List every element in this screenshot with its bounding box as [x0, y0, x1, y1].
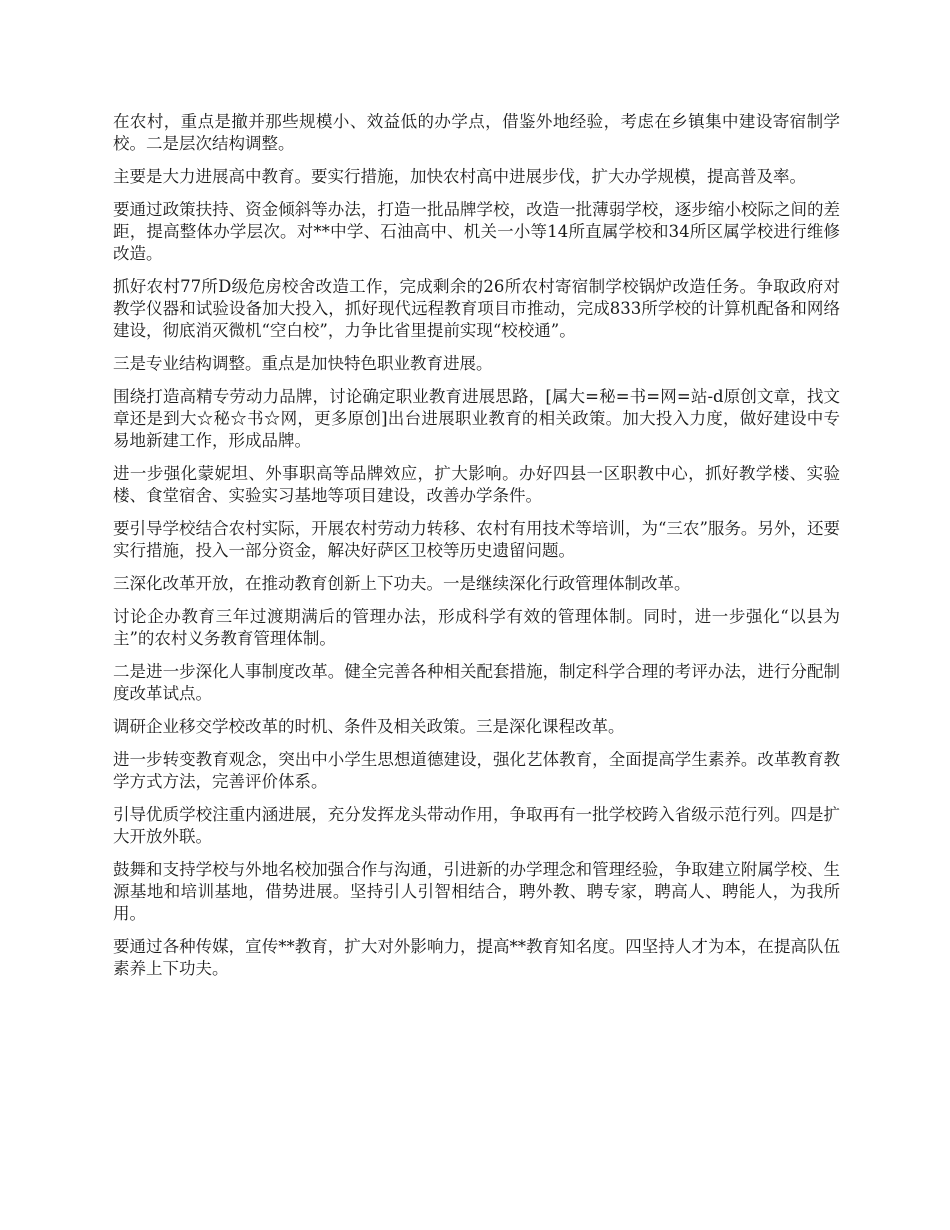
paragraph-6: 围绕打造高精专劳动力品牌，讨论确定职业教育进展思路，[属大=秘=书=网=站-d原创文章，找文章还是到大☆秘☆书☆网，更多原创]出台进展职业教育的相关政策。加大投入力度，做好建设中专易地新建工作，形成品牌。	[113, 387, 840, 450]
paragraph-8: 要引导学校结合农村实际，开展农村劳动力转移、农村有用技术等培训，为“三农”服务。另外，还要实行措施，投入一部分资金，解决好萨区卫校等历史遗留问题。	[113, 519, 840, 560]
paragraph-16: 要通过各种传媒，宣传**教育，扩大对外影响力，提高**教育知名度。四坚持人才为本，在提高队伍素养上下功夫。	[113, 937, 840, 978]
paragraph-12: 调研企业移交学校改革的时机、条件及相关政策。三是深化课程改革。	[113, 717, 625, 736]
paragraph-14: 引导优质学校注重内涵进展，充分发挥龙头带动作用，争取再有一批学校跨入省级示范行列。四是扩大开放外联。	[113, 805, 840, 846]
paragraph-5: 三是专业结构调整。重点是加快特色职业教育进展。	[113, 354, 493, 373]
paragraph-2: 主要是大力进展高中教育。要实行措施，加快农村高中进展步伐，扩大办学规模，提高普及率。	[113, 167, 806, 186]
paragraph-13: 进一步转变教育观念，突出中小学生思想道德建设，强化艺体教育，全面提高学生素养。改革教育教学方式方法，完善评价体系。	[113, 750, 840, 791]
paragraph-10: 讨论企办教育三年过渡期满后的管理办法，形成科学有效的管理体制。同时，进一步强化“以县为主”的农村义务教育管理体制。	[113, 607, 840, 648]
paragraph-11: 二是进一步深化人事制度改革。健全完善各种相关配套措施，制定科学合理的考评办法，进行分配制度改革试点。	[113, 662, 840, 703]
paragraph-3: 要通过政策扶持、资金倾斜等办法，打造一批品牌学校，改造一批薄弱学校，逐步缩小校际之间的差距，提高整体办学层次。对**中学、石油高中、机关一小等14所直属学校和34所区属学校进行维修改造。	[113, 200, 840, 263]
document-page	[113, 111, 840, 991]
paragraph-9: 三深化改革开放，在推动教育创新上下功夫。一是继续深化行政管理体制改革。	[113, 574, 691, 593]
paragraph-15: 鼓舞和支持学校与外地名校加强合作与沟通，引进新的办学理念和管理经验，争取建立附属学校、生源基地和培训基地，借势进展。坚持引人引智相结合，聘外教、聘专家，聘高人、聘能人，为我所用。	[113, 860, 840, 923]
paragraph-4: 抓好农村77所D级危房校舍改造工作，完成剩余的26所农村寄宿制学校锅炉改造任务。争取政府对教学仪器和试验设备加大投入，抓好现代远程教育项目市推动，完成833所学校的计算机配备和网络建设，彻底消灭微机“空白校”，力争比省里提前实现“校校通”。	[113, 277, 840, 340]
paragraph-7: 进一步强化蒙妮坦、外事职高等品牌效应，扩大影响。办好四县一区职教中心，抓好教学楼、实验楼、食堂宿舍、实验实习基地等项目建设，改善办学条件。	[113, 464, 840, 505]
paragraph-1: 在农村，重点是撤并那些规模小、效益低的办学点，借鉴外地经验，考虑在乡镇集中建设寄宿制学校。二是层次结构调整。	[113, 112, 840, 153]
